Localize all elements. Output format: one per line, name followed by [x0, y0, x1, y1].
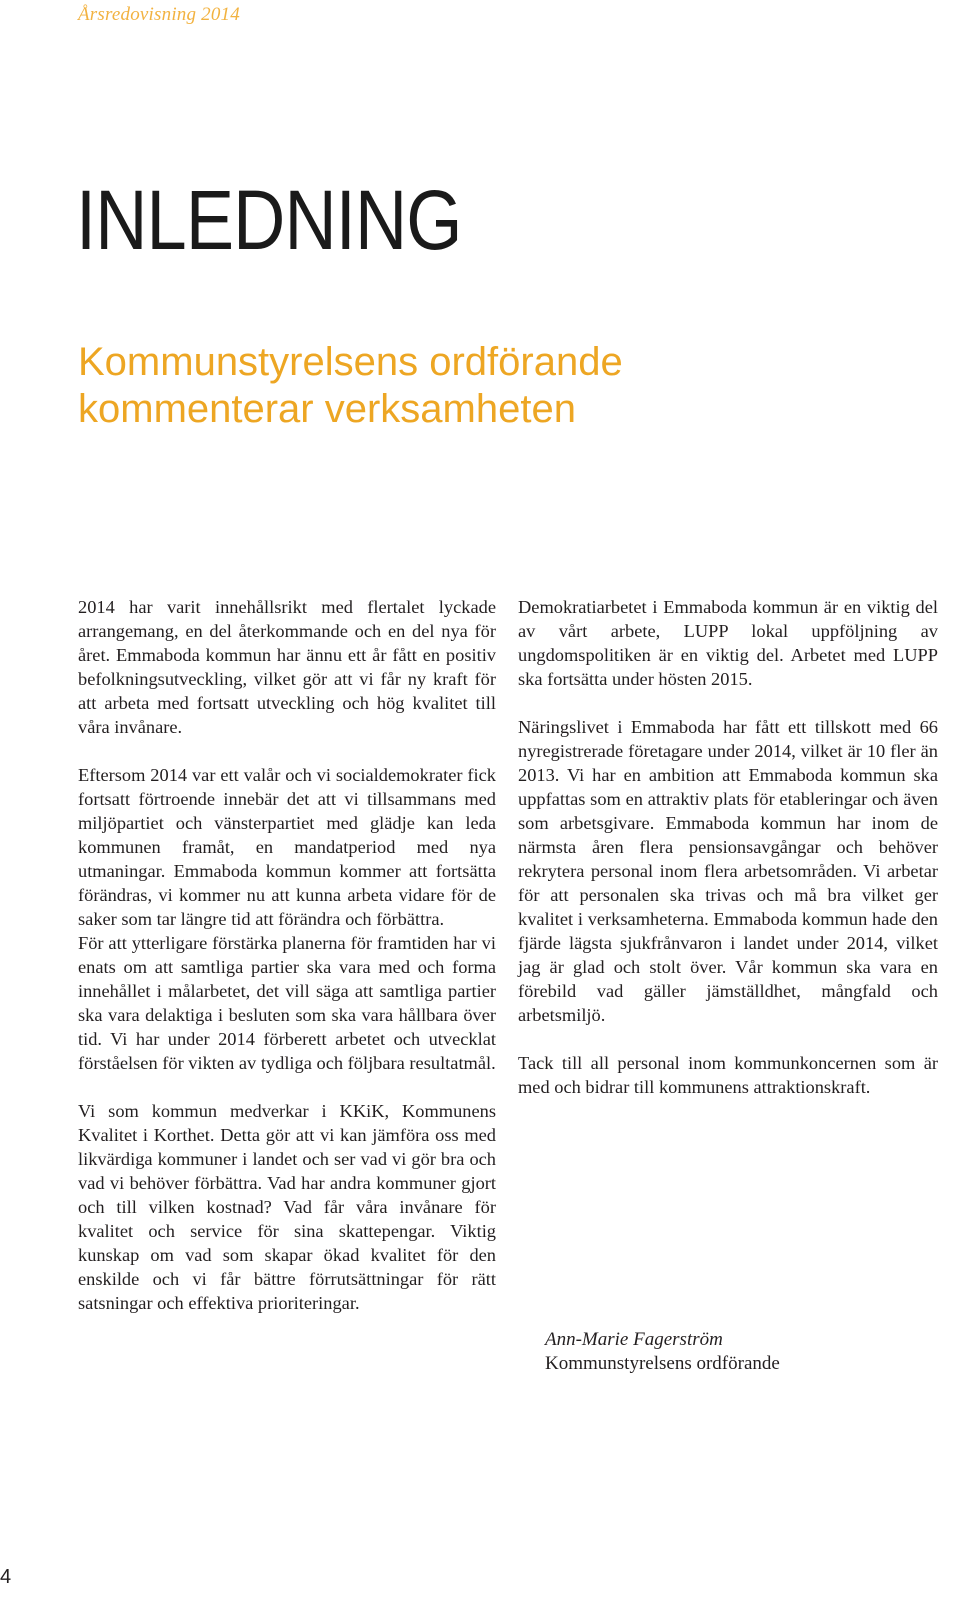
running-header: Årsredovisning 2014	[78, 4, 240, 25]
page-title: INLEDNING	[76, 173, 462, 267]
paragraph-thanks: Tack till all personal inom kommunkoncernen som är med och bidrar till kommunens attraktionskraft.	[518, 1053, 938, 1097]
paragraph-intro: 2014 har varit innehållsrikt med flertalet lyckade arrangemang, en del återkommande och en del nya för året. Emmaboda kommun har ännu ett år fått en positiv befolkningsutveckling, vilket gör att vi får ny kraft för att arbeta med fortsatt utveckling och hög kvalitet till våra invånare.	[78, 597, 496, 737]
paragraph-business: Näringslivet i Emmaboda har fått ett tillskott med 66 nyregistrerade företagare under 2014, vilket är 10 fler än 2013. Vi har en ambition att Emmaboda kommun ska uppfattas som en attraktiv plats för etableringar och även som arbetsgivare. Emmaboda kommun har inom de närmsta åren flera pensionsavgångar och behöver rekrytera personal inom flera arbetsområden. Vi arbetar för att personalen ska trivas och må bra vilket ger kvalitet i verksamheterna. Emmaboda kommun hade den fjärde lägsta sjukfrånvaron i landet under 2014, vilket jag är glad och stolt över. Vår kommun ska vara en förebild vad gäller jämställdhet, mångfald och arbetsmiljö.	[518, 717, 938, 1025]
paragraph-election: Eftersom 2014 var ett valår och vi socialdemokrater fick fortsatt förtroende innebär det att vi tillsammans med miljöpartiet och vänsterpartiet med glädje kan leda kommunen framåt, en mandatperiod med nya utmaningar. Emmaboda kommun kommer att fortsätta förändras, vi kommer nu att kunna arbeta vidare för de saker som tar längre tid att förändra och förbättra.	[78, 765, 496, 929]
subtitle-line-2: kommenterar verksamheten	[78, 387, 576, 431]
paragraph-goals: För att ytterligare förstärka planerna för framtiden har vi enats om att samtliga partier ska vara med och forma innehållet i målarbetet, det vill säga att samtliga partier ska vara delaktiga i besluten som ska vara hållbara över tid. Vi har under 2014 förberett arbetet och utvecklat förståelsen för vikten av tydliga och följbara resultatmål.	[78, 933, 496, 1073]
signature-name: Ann-Marie Fagerström	[545, 1329, 723, 1350]
section-subtitle	[78, 339, 623, 433]
right-column	[518, 595, 938, 1099]
subtitle-line-1: Kommunstyrelsens ordförande	[78, 340, 623, 384]
signature-role: Kommunstyrelsens ordförande	[545, 1353, 780, 1374]
paragraph-democracy: Demokratiarbetet i Emmaboda kommun är en viktig del av vårt arbete, LUPP lokal uppföljning av ungdomspolitiken är en viktig del. Arbetet med LUPP ska fortsätta under hösten 2015.	[518, 597, 938, 689]
page-number: 4	[0, 1566, 12, 1588]
left-column	[78, 595, 496, 1315]
paragraph-kkik: Vi som kommun medverkar i KKiK, Kommunens Kvalitet i Korthet. Detta gör att vi kan jämföra oss med likvärdiga kommuner i landet och ser vad vi gör bra och vad vi behöver förbättra. Vad har andra kommuner gjort och till vilken kostnad? Vad får våra invånare för kvalitet och service för sina skattepengar. Viktig kunskap om vad som skapar ökad kvalitet för den enskilde och vi får bättre förrutsättningar för rätt satsningar och effektiva prioriteringar.	[78, 1101, 496, 1313]
signature-block	[545, 1328, 780, 1376]
